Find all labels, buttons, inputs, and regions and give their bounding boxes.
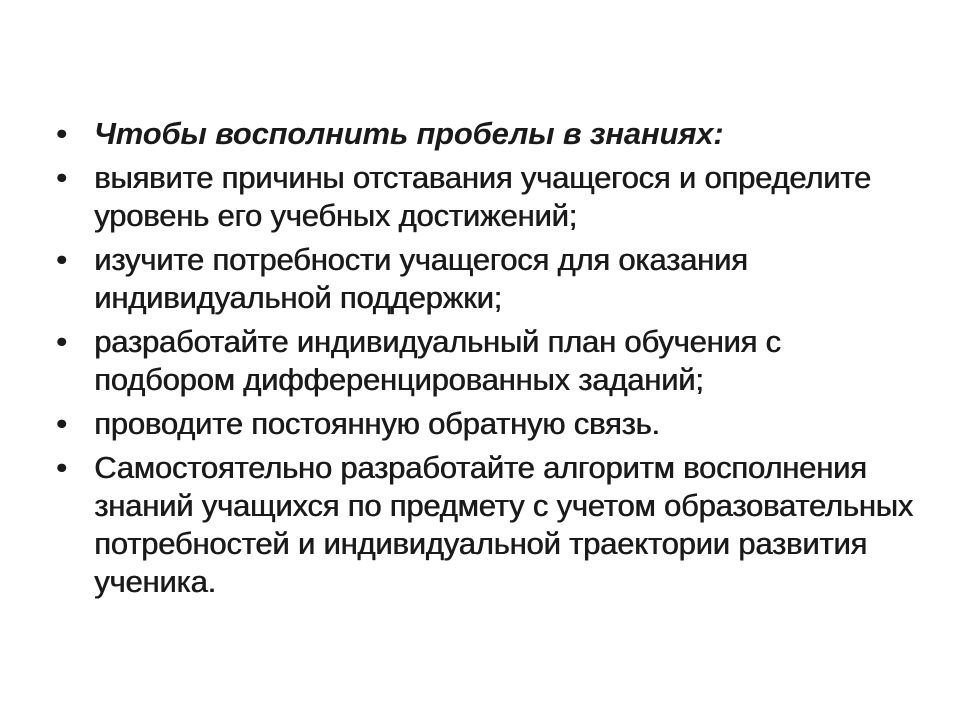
bullet-item bbox=[56, 449, 916, 601]
bullet-icon: • bbox=[56, 160, 67, 195]
bullet-text: изучите потребности учащегося для оказания индивидуальной поддержки; bbox=[94, 242, 748, 315]
bullet-item bbox=[56, 241, 916, 317]
bullet-text: проводите постоянную обратную связь. bbox=[94, 406, 660, 441]
bullet-item bbox=[56, 159, 916, 235]
bullet-icon: • bbox=[56, 116, 67, 151]
bullet-item-heading bbox=[56, 115, 916, 153]
bullet-text: Самостоятельно разработайте алгоритм восполнения знаний учащихся по предмету с учетом образовательных потребностей и индивидуальной траектории развития ученика. bbox=[94, 450, 913, 599]
bullet-icon: • bbox=[56, 324, 67, 359]
bullet-text: выявите причины отставания учащегося и определите уровень его учебных достижений; bbox=[94, 160, 871, 233]
bullet-icon: • bbox=[56, 406, 67, 441]
bullet-item bbox=[56, 405, 916, 443]
bullet-icon: • bbox=[56, 450, 67, 485]
bullet-list bbox=[56, 115, 916, 607]
bullet-text: Чтобы восполнить пробелы в знаниях: bbox=[94, 116, 724, 151]
bullet-text: разработайте индивидуальный план обучения с подбором дифференцированных заданий; bbox=[94, 324, 781, 397]
bullet-item bbox=[56, 323, 916, 399]
bullet-icon: • bbox=[56, 242, 67, 277]
